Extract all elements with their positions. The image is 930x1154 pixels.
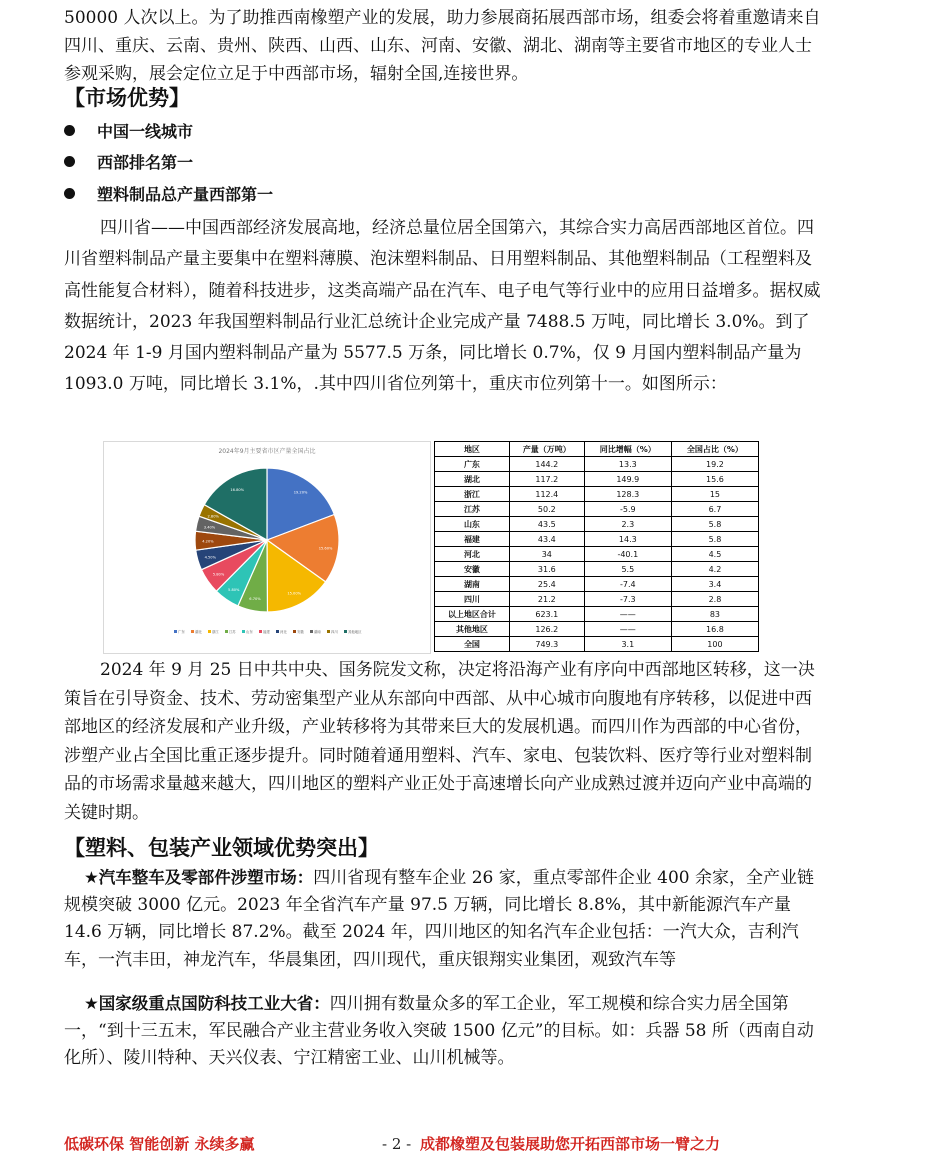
bullet-item	[64, 151, 193, 175]
value-cell: 50.2	[509, 502, 584, 517]
value-cell: 25.4	[509, 577, 584, 592]
value-cell: 21.2	[509, 592, 584, 607]
pie-data-label: 2.80%	[207, 514, 219, 519]
table-row	[435, 622, 759, 637]
pie-chart	[103, 441, 431, 654]
legend-label: 山东	[246, 630, 253, 634]
value-cell: -7.4	[584, 577, 671, 592]
pie-slices	[195, 468, 339, 612]
bullet-label: 中国一线城市	[97, 122, 194, 141]
value-cell: 14.3	[584, 532, 671, 547]
value-cell: ——	[584, 607, 671, 622]
region-cell: 湖南	[435, 577, 510, 592]
legend-label: 湖南	[314, 630, 321, 634]
value-cell: 144.2	[509, 457, 584, 472]
pie-data-label: 5.80%	[212, 572, 225, 577]
legend-label: 四川	[331, 630, 338, 634]
table-row	[435, 562, 759, 577]
table-body	[435, 457, 759, 652]
pie-data-label: 19.20%	[293, 490, 308, 495]
value-cell: 16.8	[671, 622, 758, 637]
auto-text: 四川省现有整车企业 26 家，重点零部件企业 400 余家，全产业链规模突破 3000 亿元。2023 年全省汽车产量 97.5 万辆，同比增长 8.8%，其中新能源汽车产量 14.6 万辆，同比增长 87.2%。截至 2024 年，四川地区的知名汽车企业包括：一汽大众，吉利汽车，一汽丰田，神龙汽车，华晨集团，四川现代，重庆银翔实业集团，观致汽车等	[64, 868, 814, 970]
region-cell: 广东	[435, 457, 510, 472]
legend-swatch	[242, 630, 245, 633]
market-advantage-heading: 【市场优势】	[64, 86, 190, 110]
legend-swatch	[310, 630, 313, 633]
pie-data-label: 6.70%	[249, 596, 261, 601]
table-row	[435, 607, 759, 622]
column-header: 同比增幅（%）	[584, 442, 671, 457]
pie-data-label: 5.80%	[228, 587, 240, 592]
legend-swatch	[191, 630, 194, 633]
column-header: 地区	[435, 442, 510, 457]
value-cell: 128.3	[584, 487, 671, 502]
region-cell: 浙江	[435, 487, 510, 502]
value-cell: 4.2	[671, 562, 758, 577]
defense-text: 四川拥有数量众多的军工企业，军工规模和综合实力居全国第一，“到十三五末，军民融合产业主营业务收入突破 1500 亿元”的目标。如：兵器 58 所（西南自动化所）、陵川特种、天兴仪表、宁江精密工业、山川机械等。	[64, 994, 814, 1069]
region-cell: 全国	[435, 637, 510, 652]
legend-swatch	[259, 630, 262, 633]
legend-swatch	[344, 630, 347, 633]
value-cell: 149.9	[584, 472, 671, 487]
value-cell: -7.3	[584, 592, 671, 607]
pie-chart-svg	[104, 442, 430, 653]
pie-data-label: 3.40%	[203, 525, 216, 530]
legend-label: 浙江	[212, 630, 219, 634]
value-cell: ——	[584, 622, 671, 637]
value-cell: 3.4	[671, 577, 758, 592]
intro-paragraph: 50000 人次以上。为了助推西南橡塑产业的发展，助力参展商拓展西部市场，组委会将着重邀请来自四川、重庆、云南、贵州、陕西、山西、山东、河南、安徽、湖北、湖南等主要省市地区的专业人士参观采购，展会定位立足于中西部市场，辐射全国,连接世界。	[64, 8, 821, 84]
value-cell: 117.2	[509, 472, 584, 487]
table-row	[435, 502, 759, 517]
value-cell: 126.2	[509, 622, 584, 637]
legend-label: 河北	[280, 630, 287, 634]
chart-legend	[174, 629, 362, 634]
bullet-item	[64, 183, 273, 207]
defense-paragraph	[64, 990, 824, 1073]
footer-tagline: 成都橡塑及包装展助您开拓西部市场一臂之力	[420, 1135, 721, 1153]
region-cell: 江苏	[435, 502, 510, 517]
value-cell: 4.5	[671, 547, 758, 562]
region-cell: 安徽	[435, 562, 510, 577]
value-cell: 5.5	[584, 562, 671, 577]
value-cell: 19.2	[671, 457, 758, 472]
value-cell: 2.3	[584, 517, 671, 532]
auto-lead: ★汽车整车及零部件涉塑市场：	[84, 868, 314, 887]
legend-label: 江苏	[229, 630, 236, 634]
pie-data-label: 4.50%	[204, 555, 217, 560]
value-cell: 6.7	[671, 502, 758, 517]
column-header: 产量（万吨）	[509, 442, 584, 457]
value-cell: 5.8	[671, 517, 758, 532]
value-cell: 31.6	[509, 562, 584, 577]
value-cell: 5.8	[671, 532, 758, 547]
footer-slogan: 低碳环保 智能创新 永续多赢	[64, 1135, 255, 1153]
legend-label: 广东	[178, 630, 185, 634]
region-cell: 其他地区	[435, 622, 510, 637]
pie-data-label: 15.00%	[287, 591, 302, 596]
legend-swatch	[208, 630, 211, 633]
legend-label: 湖北	[195, 630, 202, 634]
value-cell: 83	[671, 607, 758, 622]
value-cell: 43.5	[509, 517, 584, 532]
value-cell: 3.1	[584, 637, 671, 652]
pie-data-label: 4.20%	[202, 539, 214, 544]
sichuan-paragraph: 四川省——中国西部经济发展高地，经济总量位居全国第六，其综合实力高居西部地区首位。四川省塑料制品产量主要集中在塑料薄膜、泡沫塑料制品、日用塑料制品、其他塑料制品（工程塑料及高性能复合材料），随着科技进步，这类高端产品在汽车、电子电气等行业中的应用日益增多。据权威数据统计，2023 年我国塑料制品行业汇总统计企业完成产量 7488.5 万吨，同比增长 3.0%。到了 2024 年 1-9 月国内塑料制品产量为 5577.5 万条，同比增长 0.7%，仅 9 月国内塑料制品产量为 1093.0 万吨，同比增长 3.1%，.其中四川省位列第十，重庆市位列第十一。如图所示：	[64, 218, 821, 395]
table-row	[435, 577, 759, 592]
table-row	[435, 592, 759, 607]
auto-paragraph	[64, 864, 824, 974]
legend-swatch	[293, 630, 296, 633]
defense-lead: ★国家级重点国防科技工业大省：	[84, 994, 330, 1013]
bullet-label: 西部排名第一	[97, 153, 194, 172]
pie-data-label: 15.60%	[318, 546, 333, 551]
legend-swatch	[327, 630, 330, 633]
table-row	[435, 547, 759, 562]
region-cell: 河北	[435, 547, 510, 562]
value-cell: -40.1	[584, 547, 671, 562]
value-cell: 2.8	[671, 592, 758, 607]
value-cell: 43.4	[509, 532, 584, 547]
legend-swatch	[225, 630, 228, 633]
bullet-dot-icon	[64, 125, 75, 136]
legend-label: 安徽	[297, 630, 304, 634]
value-cell: 112.4	[509, 487, 584, 502]
value-cell: -5.9	[584, 502, 671, 517]
table-row	[435, 532, 759, 547]
table-row	[435, 637, 759, 652]
bullet-dot-icon	[64, 188, 75, 199]
pie-data-label: 16.80%	[230, 488, 245, 493]
table-row	[435, 457, 759, 472]
value-cell: 15.6	[671, 472, 758, 487]
production-table	[434, 441, 759, 652]
region-cell: 山东	[435, 517, 510, 532]
region-cell: 四川	[435, 592, 510, 607]
value-cell: 13.3	[584, 457, 671, 472]
value-cell: 623.1	[509, 607, 584, 622]
legend-label: 其他地区	[348, 630, 362, 634]
value-cell: 34	[509, 547, 584, 562]
legend-swatch	[174, 630, 177, 633]
legend-label: 福建	[263, 630, 270, 634]
bullet-item	[64, 120, 193, 144]
table-row	[435, 472, 759, 487]
bullet-dot-icon	[64, 156, 75, 167]
table-row	[435, 487, 759, 502]
chart-title: 2024年9月主要省市区产量全国占比	[218, 448, 316, 455]
region-cell: 湖北	[435, 472, 510, 487]
bullet-label: 塑料制品总产量西部第一	[97, 185, 274, 204]
column-header: 全国占比（%）	[671, 442, 758, 457]
value-cell: 749.3	[509, 637, 584, 652]
value-cell: 15	[671, 487, 758, 502]
legend-swatch	[276, 630, 279, 633]
value-cell: 100	[671, 637, 758, 652]
region-cell: 以上地区合计	[435, 607, 510, 622]
region-cell: 福建	[435, 532, 510, 547]
page-number: - 2 -	[382, 1135, 412, 1153]
table-header-row	[435, 442, 759, 457]
policy-paragraph: 2024 年 9 月 25 日中共中央、国务院发文称，决定将沿海产业有序向中西部地区转移，这一决策旨在引导资金、技术、劳动密集型产业从东部向中西部、从中心城市向腹地有序转移，以促进中西部地区的经济发展和产业升级，产业转移将为其带来巨大的发展机遇。而四川作为西部的中心省份，涉塑产业占全国比重正逐步提升。同时随着通用塑料、汽车、家电、包装饮料、医疗等行业对塑料制品的市场需求量越来越大，四川地区的塑料产业正处于高速增长向产业成熟过渡并迈向产业中高端的关键时期。	[64, 660, 815, 823]
table-row	[435, 517, 759, 532]
industry-advantage-heading: 【塑料、包装产业领域优势突出】	[64, 836, 379, 860]
